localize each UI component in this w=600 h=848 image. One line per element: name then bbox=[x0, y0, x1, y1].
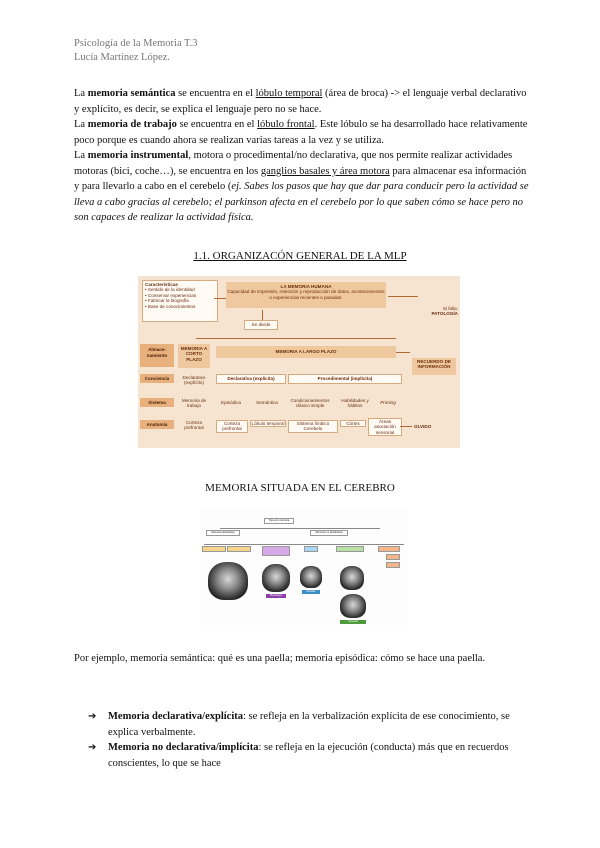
connector bbox=[196, 338, 396, 339]
tipos-memoria-node: Tipos de memoria bbox=[264, 518, 294, 524]
memoria-largo-plazo-box: MEMORIA A LARGO PLAZO bbox=[216, 346, 396, 358]
memory-type-node bbox=[202, 546, 226, 552]
declarativa-box: Declarativa (explícita) bbox=[216, 374, 286, 384]
italic-example: ej. Sabes los pasos que hay que dar para conducir pero la actividad se lleva a cabo gracias al cerebelo; el parkinson afecta en el cerebelo por lo que saben cómo se hace pero no son capaces de realizar la actividad física. bbox=[74, 181, 529, 224]
caracteristica-item: • Sentido de la identidad bbox=[145, 287, 195, 293]
text-run: La bbox=[74, 119, 88, 130]
condicionamientos-label: Condicionamientos clásico simple bbox=[290, 398, 330, 409]
bullet-text bbox=[108, 740, 538, 771]
text-run: La bbox=[74, 150, 88, 161]
memory-type-node bbox=[227, 546, 251, 552]
underlined-term: lóbulo temporal bbox=[255, 88, 323, 99]
memoria-trabajo-label: Memoria de trabajo bbox=[181, 398, 207, 409]
hipocampo-tag: Hipocampo bbox=[266, 594, 286, 598]
bullet-term: Memoria declarativa/explícita bbox=[108, 711, 243, 722]
text-run: . Este lóbulo se ha desarrollado hace relativamente poco porque es cuando ahora se realizan varias tareas a la vez y se utiliza. bbox=[74, 119, 528, 146]
cortex-box: Córtex bbox=[340, 420, 366, 427]
page-header bbox=[74, 37, 198, 65]
paragraph-trabajo bbox=[74, 117, 534, 148]
memory-type-node bbox=[304, 546, 318, 552]
bold-term: memoria instrumental bbox=[87, 150, 189, 161]
olvido-label: OLVIDO bbox=[414, 424, 432, 429]
row-label-sistema: Sistema bbox=[140, 398, 174, 407]
connector bbox=[388, 296, 418, 297]
caracteristica-item: • Fabricar la biografía bbox=[145, 298, 189, 304]
patologia-label: PATOLOGÍA bbox=[431, 311, 458, 317]
example-paragraph: Por ejemplo, memoria semántica: qué es una paella; memoria episódica: cómo se hace una paella. bbox=[74, 653, 486, 664]
recuerdo-informacion-box: RECUERDO DE INFORMACIÓN bbox=[412, 358, 456, 375]
bold-term: memoria semántica bbox=[87, 88, 176, 99]
section-title-cerebro: MEMORIA SITUADA EN EL CEREBRO bbox=[205, 482, 395, 494]
caracteristica-item: • Conservar experiencias bbox=[145, 292, 197, 298]
lobulo-temporal-box: Lóbulo temporal bbox=[251, 421, 285, 426]
semantica-label: Semántica bbox=[256, 400, 278, 405]
declarativo-mcp-label: Declarativo (explícito) bbox=[182, 375, 206, 386]
arrow-bullet-icon: ➔ bbox=[88, 742, 97, 753]
memoria-humana-box bbox=[226, 282, 386, 308]
sistema-limbico-box: Sistema límbico Cerebelo bbox=[288, 420, 338, 433]
text-run: se encuentra en el bbox=[175, 88, 256, 99]
se-divide-box: Se divide bbox=[244, 320, 278, 330]
corteza-prefrontal-mcp: Corteza prefrontal bbox=[184, 420, 204, 431]
estriado-tag: Estriado bbox=[302, 590, 320, 594]
memoria-humana-desc: Capacidad de impresión, retención y reproducción de datos, acontecimientos o experiencias recientes o pasadas. bbox=[227, 289, 385, 300]
bold-term: memoria de trabajo bbox=[87, 119, 177, 130]
text-run: , motora o procedimental/no declarativa, que nos permite realizar actividades motoras (bici, coche…), se encuentra en los bbox=[74, 150, 513, 177]
memoria-corto-plazo-box: MEMORIA A CORTO PLAZO bbox=[178, 344, 210, 368]
text-run: La bbox=[74, 88, 88, 99]
brain-scan-image bbox=[340, 566, 364, 590]
bullet-desc: : se refleja en la ejecución (conducta) más que en recuerdos conscientes, lo que se hace bbox=[108, 742, 509, 769]
patologia-box bbox=[424, 306, 458, 317]
bullet-item bbox=[88, 740, 538, 771]
bullet-term: Memoria no declarativa/implícita bbox=[108, 742, 259, 753]
procedimental-box: Procedimental (implícita) bbox=[288, 374, 402, 384]
row-label-anatomia: Anatomía bbox=[140, 420, 174, 429]
memory-organization-diagram bbox=[138, 276, 460, 448]
section-title-mlp: 1.1. ORGANIZACÓN GENERAL DE LA MLP bbox=[193, 250, 407, 262]
underlined-term: ganglios basales y área motora bbox=[260, 165, 390, 177]
memoria-humana-title: LA MEMORIA HUMANA bbox=[280, 284, 332, 289]
header-author: Lucía Martínez López. bbox=[74, 52, 170, 63]
bullet-desc: : se refleja en la verbalización explícita de ese conocimiento, se explica verbalmente. bbox=[108, 711, 510, 738]
text-run: para almacenar esa información y para llevarlo a cabo en el cerebelo ( bbox=[74, 165, 527, 193]
memory-type-node bbox=[386, 554, 400, 560]
memory-type-node bbox=[262, 546, 290, 556]
memory-type-node bbox=[378, 546, 400, 552]
paragraph-semantica bbox=[74, 86, 534, 117]
brain-scan-image bbox=[208, 562, 248, 600]
brain-scan-image bbox=[340, 594, 366, 618]
connector bbox=[400, 426, 412, 427]
areas-asociacion-box: Áreas asociación sensorial bbox=[368, 418, 402, 436]
habilidades-label: Habilidades y hábitos bbox=[341, 398, 369, 409]
text-run: se encuentra en el bbox=[176, 119, 258, 130]
header-course: Psicología de la Memoria T.3 bbox=[74, 38, 198, 49]
memory-type-node bbox=[336, 546, 364, 552]
text-run: (área de broca) -> el lenguaje verbal declarativo y explícito, es decir, se explica el lenguaje pero no se hace. bbox=[74, 88, 527, 115]
paragraph-instrumental bbox=[74, 148, 534, 226]
corteza-prefrontal-box: Corteza prefrontal bbox=[216, 420, 248, 433]
priming-label: Priming bbox=[380, 400, 396, 405]
brain-memory-diagram bbox=[200, 510, 408, 630]
caracteristicas-box bbox=[142, 280, 218, 322]
no-declarativa-node: Memoria no declarativa bbox=[310, 530, 348, 536]
connector bbox=[214, 298, 226, 299]
arrow-bullet-icon: ➔ bbox=[88, 711, 97, 722]
cerebelo-tag: Cerebelo bbox=[340, 620, 366, 624]
declarativa-node: Memoria declarativa bbox=[206, 530, 240, 536]
brain-scan-image bbox=[300, 566, 322, 588]
episodica-label: Episódica bbox=[221, 400, 241, 405]
brain-scan-image bbox=[262, 564, 290, 592]
fallo-label: Si falla: bbox=[442, 306, 458, 311]
caracteristica-item: • Base de conocimientos bbox=[145, 303, 196, 309]
bullet-text bbox=[108, 709, 538, 740]
underlined-term: lóbulo frontal bbox=[257, 119, 315, 130]
bullet-item bbox=[88, 709, 538, 740]
memory-type-node bbox=[386, 562, 400, 568]
connector bbox=[262, 310, 263, 320]
row-label-almacenamiento: Almace-namiento bbox=[140, 344, 174, 367]
caracteristicas-title: Características bbox=[145, 282, 178, 287]
row-label-conciencia: Conciencia bbox=[140, 374, 174, 383]
connector bbox=[396, 352, 410, 353]
